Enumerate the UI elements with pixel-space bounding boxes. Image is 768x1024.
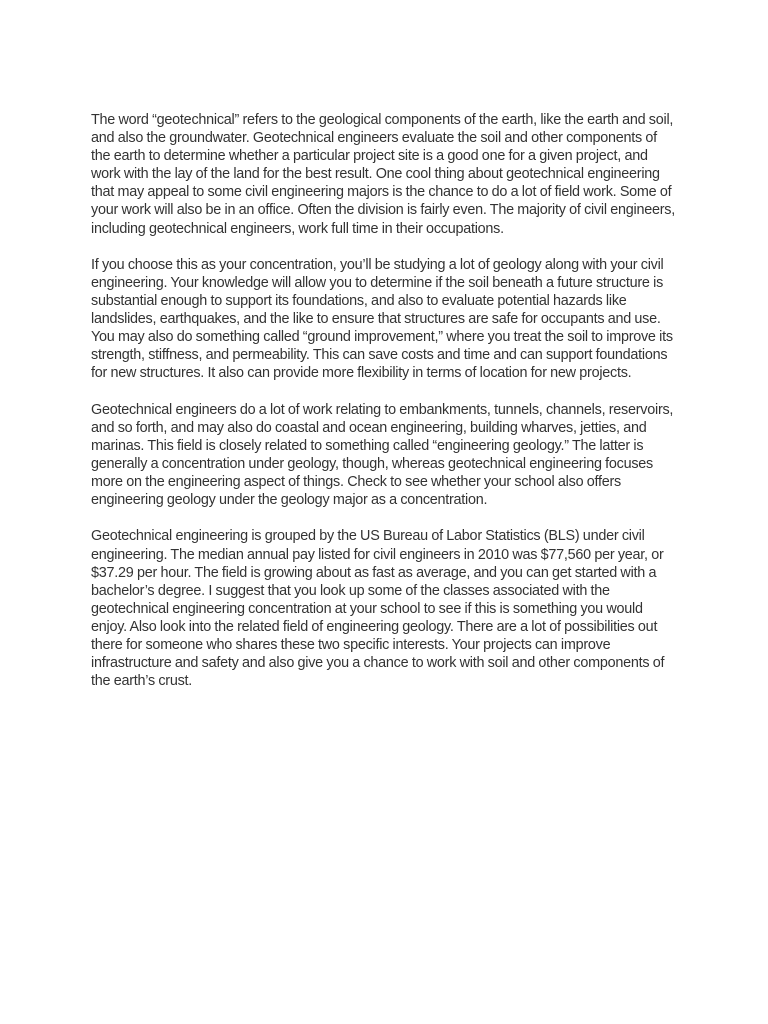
- paragraph-4: Geotechnical engineering is grouped by the US Bureau of Labor Statistics (BLS) under civil engineering. The median annual pay listed for civil engineers in 2010 was $77,560 per year, or $37.29 per hour. The field is growing about as fast as average, and you can get started with a bachelor’s degree. I suggest that you look up some of the classes associated with the geotechnical engineering concentration at your school to see if this is something you would enjoy. Also look into the related field of engineering geology. There are a lot of possibilities out there for someone who shares these two specific interests. Your projects can improve infrastructure and safety and also give you a chance to work with soil and other components of the earth’s crust.: [91, 528, 665, 690]
- paragraph-3: Geotechnical engineers do a lot of work relating to embankments, tunnels, channels, reservoirs, and so forth, and may also do coastal and ocean engineering, building wharves, jetties, and marinas. This field is closely related to something called “engineering geology.” The latter is generally a concentration under geology, though, whereas geotechnical engineering focuses more on the engineering aspect of things. Check to see whether your school also offers engineering geology under the geology major as a concentration.: [91, 401, 674, 509]
- paragraph-2: If you choose this as your concentration, you’ll be studying a lot of geology along with your civil engineering. Your knowledge will allow you to determine if the soil beneath a future structure is substantial enough to support its foundations, and also to evaluate potential hazards like landslides, earthquakes, and the like to ensure that structures are safe for occupants and use. You may also do something called “ground improvement,” where you treat the soil to improve its strength, stiffness, and permeability. This can save costs and time and can support foundations for new structures. It also can provide more flexibility in terms of location for new projects.: [91, 256, 673, 382]
- document-page: [91, 111, 676, 690]
- paragraph-1: The word “geotechnical” refers to the geological components of the earth, like the earth and soil, and also the groundwater. Geotechnical engineers evaluate the soil and other components of the earth to determine whether a particular project site is a good one for a given project, and work with the lay of the land for the best result. One cool thing about geotechnical engineering that may appeal to some civil engineering majors is the chance to do a lot of field work. Some of your work will also be in an office. Often the division is fairly even. The majority of civil engineers, including geotechnical engineers, work full time in their occupations.: [91, 112, 675, 237]
